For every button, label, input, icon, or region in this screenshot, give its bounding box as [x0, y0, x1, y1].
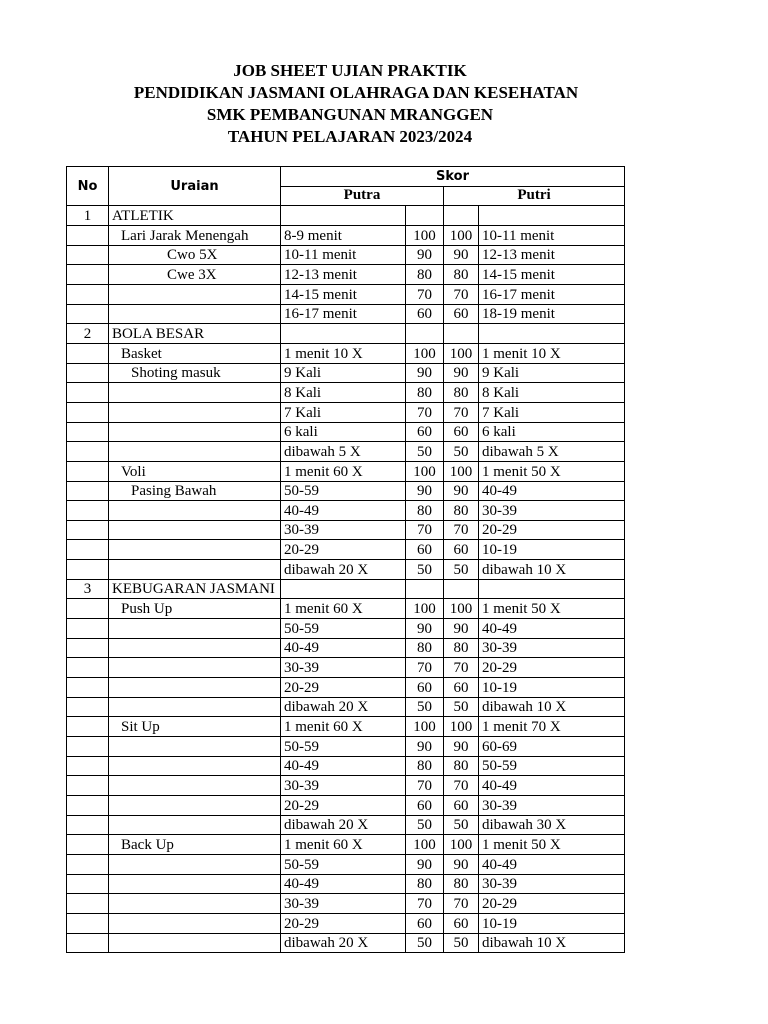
row-putra-criteria: 20-29 [281, 678, 406, 698]
table-row [67, 874, 625, 894]
row-no [67, 383, 109, 403]
row-putra-score: 60 [406, 304, 444, 324]
row-putri-score: 100 [444, 717, 479, 737]
row-putri-criteria: 40-49 [479, 854, 625, 874]
doc-title-line-1: JOB SHEET UJIAN PRAKTIK [233, 61, 467, 80]
row-putri-score: 80 [444, 501, 479, 521]
row-uraian [109, 560, 281, 580]
table-row [67, 697, 625, 717]
row-putri-criteria: 8 Kali [479, 383, 625, 403]
row-putra-criteria: 10-11 menit [281, 245, 406, 265]
row-putra-criteria: 50-59 [281, 854, 406, 874]
row-putra-score: 60 [406, 796, 444, 816]
table-row [67, 737, 625, 757]
row-putra-score: 50 [406, 697, 444, 717]
row-putra-score: 90 [406, 481, 444, 501]
row-no [67, 245, 109, 265]
row-uraian: Basket [109, 343, 281, 363]
row-putri-criteria: 10-19 [479, 540, 625, 560]
row-putra-criteria: 1 menit 10 X [281, 343, 406, 363]
table-row [67, 284, 625, 304]
row-no [67, 461, 109, 481]
table-row [67, 776, 625, 796]
row-putra-score [406, 324, 444, 344]
row-no [67, 913, 109, 933]
row-no [67, 756, 109, 776]
table-row [67, 343, 625, 363]
row-uraian: Sit Up [109, 717, 281, 737]
table-row [67, 560, 625, 580]
row-putri-criteria: 40-49 [479, 619, 625, 639]
row-putra-score: 60 [406, 422, 444, 442]
row-uraian: Cwe 3X [109, 265, 281, 285]
row-no [67, 481, 109, 501]
row-no [67, 402, 109, 422]
row-uraian [109, 540, 281, 560]
row-putri-criteria [479, 206, 625, 226]
table-row [67, 658, 625, 678]
row-uraian [109, 697, 281, 717]
doc-title-line-3: SMK PEMBANGUNAN MRANGGEN [206, 105, 494, 124]
row-putra-criteria: dibawah 20 X [281, 933, 406, 953]
row-putri-score: 60 [444, 913, 479, 933]
row-uraian [109, 756, 281, 776]
row-putra-score: 80 [406, 638, 444, 658]
row-putri-score [444, 579, 479, 599]
row-no [67, 304, 109, 324]
row-putra-criteria: 1 menit 60 X [281, 461, 406, 481]
row-putra-score: 90 [406, 854, 444, 874]
row-uraian: ATLETIK [109, 206, 281, 226]
row-putra-criteria [281, 324, 406, 344]
row-putri-score: 80 [444, 756, 479, 776]
row-putra-criteria: 8 Kali [281, 383, 406, 403]
row-no: 2 [67, 324, 109, 344]
row-putra-criteria: 50-59 [281, 619, 406, 639]
row-putri-criteria: 18-19 menit [479, 304, 625, 324]
row-uraian: Pasing Bawah [109, 481, 281, 501]
row-putra-criteria: 40-49 [281, 638, 406, 658]
row-uraian [109, 658, 281, 678]
row-putra-score: 100 [406, 461, 444, 481]
row-no [67, 638, 109, 658]
row-putra-criteria: 7 Kali [281, 402, 406, 422]
row-putri-criteria: 20-29 [479, 520, 625, 540]
row-putra-score: 50 [406, 442, 444, 462]
row-putri-score: 60 [444, 422, 479, 442]
row-putra-criteria: 1 menit 60 X [281, 717, 406, 737]
row-uraian [109, 422, 281, 442]
table-row [67, 540, 625, 560]
row-no [67, 815, 109, 835]
row-putri-criteria: 16-17 menit [479, 284, 625, 304]
row-putra-criteria: 8-9 menit [281, 225, 406, 245]
table-row [67, 913, 625, 933]
row-no [67, 835, 109, 855]
table-row [67, 481, 625, 501]
row-no [67, 599, 109, 619]
row-putra-score: 100 [406, 343, 444, 363]
row-putri-score: 70 [444, 658, 479, 678]
row-putra-score [406, 579, 444, 599]
row-putri-score: 60 [444, 678, 479, 698]
row-putra-score: 90 [406, 363, 444, 383]
row-putra-criteria: 50-59 [281, 481, 406, 501]
row-putri-score: 100 [444, 343, 479, 363]
table-row [67, 835, 625, 855]
row-putri-criteria: 12-13 menit [479, 245, 625, 265]
row-uraian [109, 796, 281, 816]
row-putri-score: 90 [444, 481, 479, 501]
row-putri-criteria: 40-49 [479, 776, 625, 796]
table-row [67, 245, 625, 265]
table-row [67, 383, 625, 403]
row-putri-score: 50 [444, 560, 479, 580]
row-putra-score: 70 [406, 284, 444, 304]
table-row [67, 678, 625, 698]
row-putri-score: 70 [444, 402, 479, 422]
row-uraian: KEBUGARAN JASMANI [109, 579, 281, 599]
row-putri-criteria: 14-15 menit [479, 265, 625, 285]
row-no [67, 894, 109, 914]
row-putri-criteria: 7 Kali [479, 402, 625, 422]
row-no [67, 225, 109, 245]
row-putra-criteria: 30-39 [281, 894, 406, 914]
table-row [67, 638, 625, 658]
row-putri-score: 90 [444, 737, 479, 757]
row-uraian [109, 894, 281, 914]
table-row [67, 225, 625, 245]
row-putri-score [444, 324, 479, 344]
row-putri-score: 60 [444, 540, 479, 560]
row-uraian [109, 737, 281, 757]
table-row [67, 265, 625, 285]
row-putri-score: 100 [444, 835, 479, 855]
table-row [67, 796, 625, 816]
row-putri-criteria: 40-49 [479, 481, 625, 501]
row-uraian [109, 304, 281, 324]
table-row [67, 461, 625, 481]
row-uraian [109, 520, 281, 540]
row-putra-score: 70 [406, 894, 444, 914]
row-uraian [109, 854, 281, 874]
row-putra-score: 80 [406, 756, 444, 776]
row-putra-criteria: 20-29 [281, 540, 406, 560]
table-row [67, 579, 625, 599]
row-putra-criteria: 40-49 [281, 501, 406, 521]
row-putra-score: 50 [406, 933, 444, 953]
row-no [67, 619, 109, 639]
row-putri-criteria: 1 menit 70 X [479, 717, 625, 737]
row-uraian [109, 501, 281, 521]
row-putri-criteria: 10-11 menit [479, 225, 625, 245]
row-uraian [109, 874, 281, 894]
row-putra-score: 70 [406, 658, 444, 678]
row-putra-score: 80 [406, 265, 444, 285]
row-putra-score: 70 [406, 520, 444, 540]
row-putri-criteria: 1 menit 50 X [479, 599, 625, 619]
row-putri-score: 50 [444, 933, 479, 953]
row-no [67, 501, 109, 521]
row-putra-criteria: dibawah 20 X [281, 560, 406, 580]
row-putra-score: 70 [406, 776, 444, 796]
row-no [67, 933, 109, 953]
row-putra-criteria: 40-49 [281, 756, 406, 776]
row-putra-criteria: 50-59 [281, 737, 406, 757]
header-skor: Skor [281, 167, 625, 187]
row-putri-score: 100 [444, 599, 479, 619]
score-table [66, 166, 625, 953]
row-putra-score: 100 [406, 225, 444, 245]
row-putri-score: 80 [444, 874, 479, 894]
row-putra-score: 70 [406, 402, 444, 422]
row-putri-criteria: dibawah 10 X [479, 697, 625, 717]
row-uraian [109, 678, 281, 698]
row-uraian [109, 284, 281, 304]
row-putri-score: 80 [444, 265, 479, 285]
row-putri-criteria [479, 579, 625, 599]
row-putra-criteria: dibawah 5 X [281, 442, 406, 462]
row-putri-criteria: 50-59 [479, 756, 625, 776]
row-uraian: Cwo 5X [109, 245, 281, 265]
row-uraian [109, 619, 281, 639]
row-putra-score: 60 [406, 913, 444, 933]
row-putri-score: 100 [444, 461, 479, 481]
row-putri-score: 50 [444, 815, 479, 835]
table-row [67, 933, 625, 953]
row-putri-score: 60 [444, 796, 479, 816]
row-uraian: BOLA BESAR [109, 324, 281, 344]
row-putra-criteria: 20-29 [281, 796, 406, 816]
row-putri-criteria: 10-19 [479, 913, 625, 933]
row-putra-criteria [281, 206, 406, 226]
row-uraian: Shoting masuk [109, 363, 281, 383]
row-putra-score: 50 [406, 560, 444, 580]
row-putri-criteria: dibawah 5 X [479, 442, 625, 462]
table-row [67, 501, 625, 521]
table-row [67, 363, 625, 383]
row-putri-score: 80 [444, 383, 479, 403]
row-putra-criteria: dibawah 20 X [281, 697, 406, 717]
row-uraian [109, 402, 281, 422]
header-putra: Putra [281, 186, 444, 206]
row-putra-criteria: 12-13 menit [281, 265, 406, 285]
row-putri-criteria: 9 Kali [479, 363, 625, 383]
table-row [67, 324, 625, 344]
row-uraian: Voli [109, 461, 281, 481]
row-no [67, 737, 109, 757]
row-putri-criteria: 6 kali [479, 422, 625, 442]
row-no [67, 854, 109, 874]
row-uraian [109, 776, 281, 796]
row-putri-score [444, 206, 479, 226]
row-no [67, 442, 109, 462]
row-putra-criteria: 9 Kali [281, 363, 406, 383]
row-putri-score: 70 [444, 776, 479, 796]
row-uraian [109, 933, 281, 953]
row-putri-score: 70 [444, 520, 479, 540]
row-putri-criteria: 20-29 [479, 658, 625, 678]
row-putra-score: 90 [406, 245, 444, 265]
row-no: 3 [67, 579, 109, 599]
header-uraian: Uraian [109, 167, 281, 206]
row-no [67, 678, 109, 698]
doc-title-line-2: PENDIDIKAN JASMANI OLAHRAGA DAN KESEHATAN [133, 83, 579, 102]
row-putra-score: 80 [406, 501, 444, 521]
row-putri-criteria: 20-29 [479, 894, 625, 914]
row-putra-score: 80 [406, 874, 444, 894]
row-putri-score: 100 [444, 225, 479, 245]
row-no [67, 697, 109, 717]
row-putra-criteria: dibawah 20 X [281, 815, 406, 835]
row-no [67, 422, 109, 442]
row-uraian [109, 815, 281, 835]
row-no [67, 540, 109, 560]
row-uraian [109, 913, 281, 933]
row-putra-criteria: 16-17 menit [281, 304, 406, 324]
table-row [67, 402, 625, 422]
row-putra-criteria: 1 menit 60 X [281, 599, 406, 619]
row-putri-criteria: 1 menit 10 X [479, 343, 625, 363]
row-putri-score: 70 [444, 284, 479, 304]
row-putra-criteria: 20-29 [281, 913, 406, 933]
row-putra-criteria: 14-15 menit [281, 284, 406, 304]
row-uraian: Back Up [109, 835, 281, 855]
row-putri-criteria: 60-69 [479, 737, 625, 757]
table-row [67, 442, 625, 462]
row-no [67, 265, 109, 285]
row-no: 1 [67, 206, 109, 226]
row-no [67, 776, 109, 796]
row-putra-score [406, 206, 444, 226]
table-row [67, 854, 625, 874]
row-no [67, 520, 109, 540]
row-putra-score: 90 [406, 737, 444, 757]
row-uraian [109, 383, 281, 403]
row-putri-criteria: dibawah 30 X [479, 815, 625, 835]
row-putra-criteria [281, 579, 406, 599]
row-putri-score: 60 [444, 304, 479, 324]
row-putri-score: 50 [444, 697, 479, 717]
row-no [67, 363, 109, 383]
table-row [67, 304, 625, 324]
row-putra-score: 90 [406, 619, 444, 639]
row-putri-criteria: 30-39 [479, 501, 625, 521]
row-putra-criteria: 40-49 [281, 874, 406, 894]
row-putra-score: 80 [406, 383, 444, 403]
row-putra-score: 100 [406, 717, 444, 737]
row-putra-score: 60 [406, 540, 444, 560]
row-putra-score: 50 [406, 815, 444, 835]
table-row [67, 619, 625, 639]
row-putri-criteria: 10-19 [479, 678, 625, 698]
row-uraian: Push Up [109, 599, 281, 619]
row-putri-score: 50 [444, 442, 479, 462]
table-row [67, 599, 625, 619]
row-putri-criteria: 30-39 [479, 796, 625, 816]
row-no [67, 717, 109, 737]
row-uraian [109, 442, 281, 462]
header-putri: Putri [444, 186, 625, 206]
row-putri-score: 90 [444, 245, 479, 265]
row-putri-score: 90 [444, 619, 479, 639]
row-no [67, 658, 109, 678]
table-row [67, 894, 625, 914]
header-no: No [67, 167, 109, 206]
row-putra-score: 60 [406, 678, 444, 698]
row-uraian [109, 638, 281, 658]
row-putri-score: 90 [444, 363, 479, 383]
table-row [67, 756, 625, 776]
table-row [67, 520, 625, 540]
row-putri-criteria: 1 menit 50 X [479, 461, 625, 481]
table-row [67, 815, 625, 835]
row-no [67, 284, 109, 304]
row-putra-criteria: 30-39 [281, 520, 406, 540]
row-putri-criteria: dibawah 10 X [479, 933, 625, 953]
doc-title-line-4: TAHUN PELAJARAN 2023/2024 [227, 127, 473, 146]
row-no [67, 874, 109, 894]
table-row [67, 206, 625, 226]
row-putra-criteria: 6 kali [281, 422, 406, 442]
row-putra-score: 100 [406, 835, 444, 855]
row-putra-criteria: 30-39 [281, 658, 406, 678]
row-no [67, 343, 109, 363]
row-no [67, 796, 109, 816]
row-putri-score: 70 [444, 894, 479, 914]
row-putri-criteria: 30-39 [479, 874, 625, 894]
row-putri-score: 80 [444, 638, 479, 658]
row-putri-criteria: dibawah 10 X [479, 560, 625, 580]
row-putra-score: 100 [406, 599, 444, 619]
row-putri-score: 90 [444, 854, 479, 874]
row-putri-criteria: 30-39 [479, 638, 625, 658]
row-putri-criteria: 1 menit 50 X [479, 835, 625, 855]
table-row [67, 422, 625, 442]
row-no [67, 560, 109, 580]
row-putra-criteria: 1 menit 60 X [281, 835, 406, 855]
row-uraian: Lari Jarak Menengah [109, 225, 281, 245]
table-row [67, 717, 625, 737]
row-putra-criteria: 30-39 [281, 776, 406, 796]
row-putri-criteria [479, 324, 625, 344]
